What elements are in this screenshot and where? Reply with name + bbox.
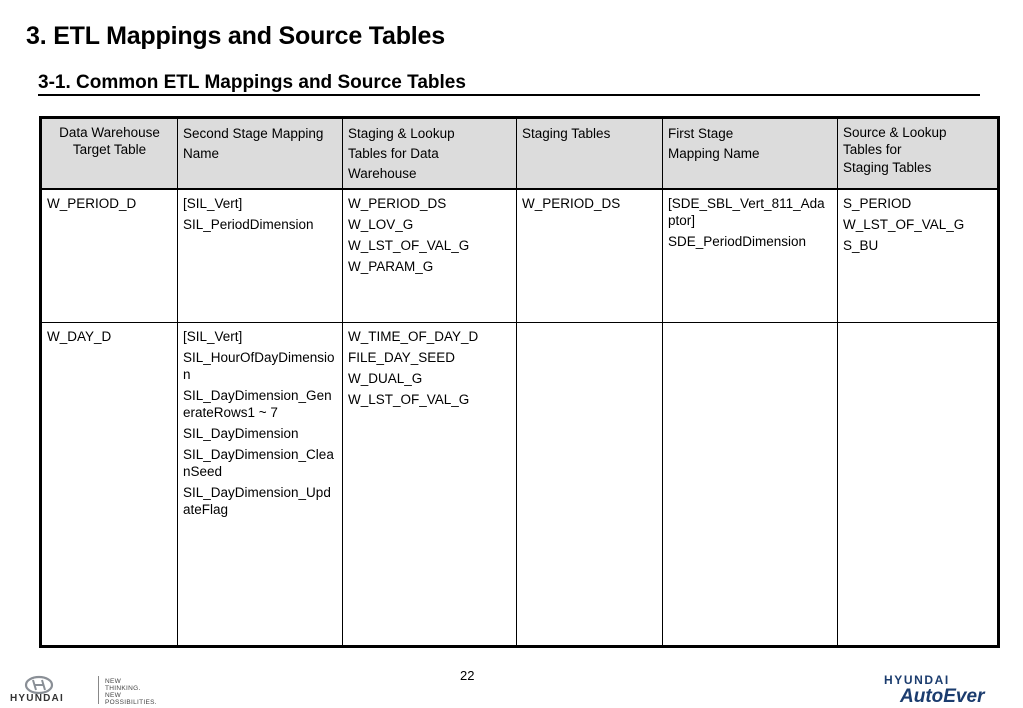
cell-source-lookup	[838, 323, 999, 647]
cell-line: SIL_HourOfDayDimension	[183, 350, 335, 382]
header-line: Name	[183, 146, 220, 161]
slogan	[105, 678, 157, 706]
cell-line: S_BU	[843, 238, 879, 253]
header-staging-tables	[517, 118, 663, 190]
header-line: Data Warehouse	[59, 125, 160, 140]
section-heading-underline	[38, 72, 980, 96]
cell-line: W_TIME_OF_DAY_D	[348, 329, 479, 344]
table-row	[41, 323, 999, 647]
header-second-stage	[178, 118, 343, 190]
header-line: Warehouse	[348, 166, 417, 181]
header-line: Tables for	[843, 142, 902, 157]
cell-line: W_PERIOD_D	[47, 196, 137, 211]
autoever-logo	[884, 672, 1016, 708]
header-staging-lookup	[343, 118, 517, 190]
page-title: 3. ETL Mappings and Source Tables	[26, 22, 445, 50]
header-line: First Stage	[668, 126, 734, 141]
header-line: Second Stage Mapping	[183, 126, 324, 141]
header-line: Mapping Name	[668, 146, 760, 161]
section-subtitle: 3-1. Common ETL Mappings and Source Tables	[38, 72, 466, 93]
slogan-line: POSSIBILITIES.	[105, 699, 157, 706]
cell-line: W_LST_OF_VAL_G	[843, 217, 965, 232]
cell-second-stage	[178, 323, 343, 647]
etl-mapping-table	[39, 116, 1000, 648]
cell-line: S_PERIOD	[843, 196, 912, 211]
cell-first-stage	[663, 323, 838, 647]
footer-divider	[98, 676, 99, 704]
cell-line: SIL_PeriodDimension	[183, 217, 314, 232]
header-line: Target Table	[72, 142, 147, 157]
cell-target	[41, 189, 178, 323]
slogan-line: THINKING.	[105, 685, 141, 692]
header-line: Staging Tables	[522, 126, 611, 141]
cell-staging-lookup	[343, 189, 517, 323]
cell-staging-tables	[517, 189, 663, 323]
cell-second-stage	[178, 189, 343, 323]
header-target-table	[41, 118, 178, 190]
page-number: 22	[460, 668, 475, 683]
cell-line: W_LOV_G	[348, 217, 414, 232]
header-line: Tables for Data	[348, 146, 439, 161]
cell-line: W_PARAM_G	[348, 259, 434, 274]
cell-line: SIL_DayDimension_UpdateFlag	[183, 485, 331, 517]
header-line: Source & Lookup	[843, 125, 947, 140]
slogan-line: NEW	[105, 692, 122, 699]
cell-line: W_DAY_D	[47, 329, 112, 344]
header-source-lookup	[838, 118, 999, 190]
cell-line: W_PERIOD_DS	[522, 196, 621, 211]
hyundai-wordmark: HYUNDAI	[884, 673, 950, 687]
header-line: Staging Tables	[843, 160, 932, 175]
slogan-line: NEW	[105, 678, 122, 685]
cell-staging-lookup	[343, 323, 517, 647]
cell-target	[41, 323, 178, 647]
autoever-wordmark: AutoEver	[900, 686, 985, 707]
header-first-stage	[663, 118, 838, 190]
cell-source-lookup	[838, 189, 999, 323]
header-line: Staging & Lookup	[348, 126, 455, 141]
cell-first-stage	[663, 189, 838, 323]
cell-staging-tables	[517, 323, 663, 647]
cell-line: [SDE_SBL_Vert_811_Adaptor]	[668, 196, 825, 228]
cell-line: W_LST_OF_VAL_G	[348, 238, 470, 253]
hyundai-wordmark: HYUNDAI	[10, 693, 64, 704]
cell-line: SIL_DayDimension_GenerateRows1 ~ 7	[183, 388, 332, 420]
cell-line: [SIL_Vert]	[183, 196, 243, 211]
cell-line: W_DUAL_G	[348, 371, 423, 386]
cell-line: FILE_DAY_SEED	[348, 350, 456, 365]
hyundai-footer-logo	[10, 676, 157, 706]
cell-line: SDE_PeriodDimension	[668, 234, 807, 249]
cell-line: SIL_DayDimension	[183, 426, 299, 441]
cell-line: W_PERIOD_DS	[348, 196, 447, 211]
cell-line: [SIL_Vert]	[183, 329, 243, 344]
table-header-row	[41, 118, 999, 190]
cell-line: SIL_DayDimension_CleanSeed	[183, 447, 334, 479]
table-row	[41, 189, 999, 323]
cell-line: W_LST_OF_VAL_G	[348, 392, 470, 407]
